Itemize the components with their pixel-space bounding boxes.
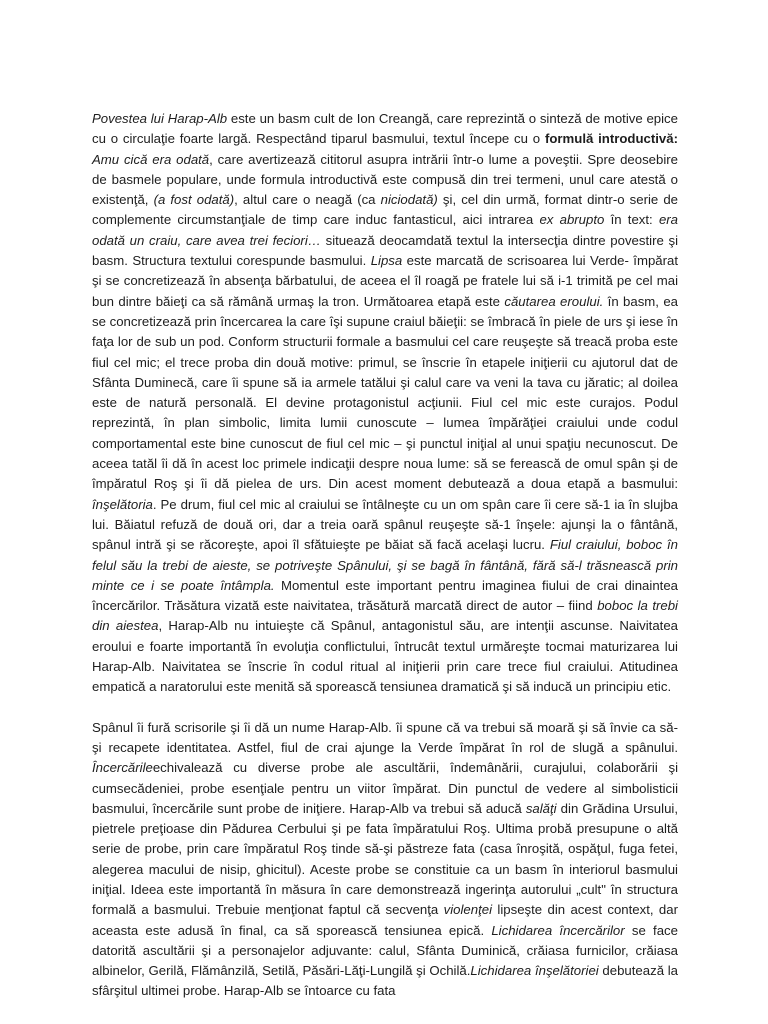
italic-text-run: (a fost odată) bbox=[153, 192, 235, 208]
text-run: , altul care o neagă (ca bbox=[234, 192, 381, 208]
text-run: Spânul îi fură scrisorile şi îi dă un nume Harap-Alb. îi spune că va trebui să moară şi să învie ca să-şi recapete identitatea. Astfel, fiul de crai ajunge la Verde împărat în rol de slugă a spânului. bbox=[92, 719, 678, 755]
italic-text-run: era odată un craiu, care avea trei feciori… bbox=[92, 212, 678, 248]
italic-text-run: Lichidarea înşelătoriei bbox=[470, 963, 599, 979]
text-run: şi, cel din urmă, format dintr-o serie de complemente circumstanţiale de timp care induc fantasticul, aici intrarea bbox=[92, 192, 679, 228]
bold-text-run: formulă introductivă: bbox=[544, 131, 678, 147]
text-run: echivalează cu diverse probe ale ascultării, îndemânării, curajului, colaborării şi cumsecădeniei, probe esenţiale pentru un viitor împărat. Din punctul de vedere al simbolisticii basmului, încercările sunt probe de iniţiere. Harap-Alb va trebui să aducă bbox=[92, 760, 678, 816]
text-run: în basm, ea se concretizează prin încercarea la care îşi supune craiul băieţii: se îmbracă în piele de urs şi iese în faţa lor de sub un pod. Conform structurii formale a basmului cel care reuşeşte să treacă proba este fiul cel mic; el trece proba din două motive: primul, se înscrie în etapele iniţierii cu ajutorul dat de Sfânta Duminecă, care îi spune să ia armele tatălui şi calul care va veni la tava cu jăratic; al doilea este de natură personală. El devine protagonistul acţiunii. Fiul cel mic este curajos. Podul reprezintă, în plan simbolic, limita lumii cunoscute – lumea împărăţiei craiului unde codul comportamental este bine cunoscut de fiul cel mic – şi punctul iniţial al unui spaţiu necunoscut. De aceea tatăl îi dă în acest loc primele indicaţii despre noua lume: să se ferească de omul spân şi de împăratul Roş şi îi dă pielea de urs. Din acest moment debutează a doua etapă a basmului: bbox=[92, 293, 678, 492]
text-run: este un basm cult de Ion Creangă, care reprezintă o sinteză de motive epice cu o circulaţie foarte largă. Respectând tiparul basmului, textul începe cu o bbox=[92, 111, 678, 147]
italic-text-run: boboc la trebi din aiestea bbox=[92, 598, 678, 634]
paragraph-1 bbox=[92, 109, 678, 698]
text-run: situează deocamdată textul la intersecţia dintre povestire şi basm. Structura textului corespunde basmului. bbox=[92, 232, 678, 269]
text-run: în text: bbox=[604, 212, 659, 228]
text-run: din Grădina Ursului, pietrele preţioase din Pădurea Cerbului şi pe fata împăratului Roş. Ultima probă presupune o altă serie de probe, prin care împăratul Roş tinde să-şi păstreze fata (casa înroşită, ospăţul, fuga fetei, alegerea macului de nisip, ghicitul). Aceste probe se constituie ca un basm în interiorul basmului iniţial. Ideea este importantă în măsura în care demonstrează ingerinţa autorului „cult" în structura formală a basmului. Trebuie menţionat faptul că secvenţa bbox=[92, 800, 678, 918]
text-run: . Pe drum, fiul cel mic al craiului se întâlneşte cu un om spân care îi cere să-1 ia în slujba lui. Băiatul refuză de două ori, dar a treia oară spânul reuşeşte să-1 înşele: ajunşi la o fântână, spânul intră şi se răcoreşte, apoi îl sfătuieşte pe băiat să facă acelaşi lucru. bbox=[92, 496, 678, 553]
text-run: se face datorită ascultării şi a personajelor adjuvante: calul, Sfânta Duminică, crăiasa furnicilor, crăiasa albinelor, Gerilă, Flămânzilă, Setilă, Păsări-Lăţi-Lungilă şi Ochilă. bbox=[92, 922, 678, 979]
text-run: , Harap-Alb nu intuieşte că Spânul, antagonistul său, are intenţii ascunse. Naivitatea eroului e foarte importantă în evoluţia conflictului, întrucât textul urmăreşte tocmai maturizarea lui Harap-Alb. Naivitatea se înscrie în codul ritual al iniţierii prin care trece fiul craiului. Atitudinea empatică a naratorului este menită să sporească tensiunea dramatică şi să inducă un principiu etic. bbox=[92, 618, 678, 695]
italic-text-run: violenţei bbox=[443, 902, 493, 918]
italic-text-run: ex abrupto bbox=[539, 212, 605, 228]
italic-text-run: Lipsa bbox=[370, 253, 403, 269]
italic-text-run: Încercările bbox=[92, 760, 153, 776]
italic-text-run: Povestea lui Harap-Alb bbox=[92, 111, 228, 126]
text-run: debutează la sfârşitul ultimei probe. Harap-Alb se întoarce cu fata bbox=[92, 963, 678, 999]
text-run: Momentul este important pentru imaginea fiului de crai dinaintea încercărilor. Trăsătura vizată este naivitatea, trăsătură marcată direct de autor – fiind bbox=[92, 577, 678, 614]
text-run: lipseşte din acest context, dar aceasta este adusă în final, ca să sporească tensiunea epică. bbox=[92, 902, 678, 938]
italic-text-run: Fiul craiului, boboc în felul său la trebi de aieste, se potriveşte Spânului, şi se bagă în fântână, fără să-l trăsnească prin minte ce i se poate întâmpla. bbox=[92, 537, 678, 593]
italic-text-run: salăţi bbox=[525, 800, 557, 816]
italic-text-run: căutarea eroului. bbox=[504, 293, 604, 309]
paragraph-2 bbox=[92, 718, 678, 1002]
text-run: , care avertizează cititorul asupra intrării într-o lume a poveştii. Spre deosebire de basmele populare, unde formula introductivă este compusă din trei termeni, unul care atestă o existenţă, bbox=[92, 151, 678, 208]
text-run: este marcată de scrisoarea lui Verde- împărat şi se concretizează în absenţa bărbatului, de aceea el îl roagă pe fratele lui să i-1 trimită pe cel mai bun dintre băieţi ca să rămână urmaş la tron. Următoarea etapă este bbox=[92, 253, 678, 309]
italic-text-run: Lichidarea încercărilor bbox=[491, 922, 625, 938]
italic-text-run: niciodată) bbox=[380, 192, 438, 208]
document-body bbox=[92, 109, 678, 1002]
italic-text-run: înşelătoria bbox=[92, 496, 153, 512]
italic-text-run: Amu cică era odată bbox=[92, 151, 210, 167]
